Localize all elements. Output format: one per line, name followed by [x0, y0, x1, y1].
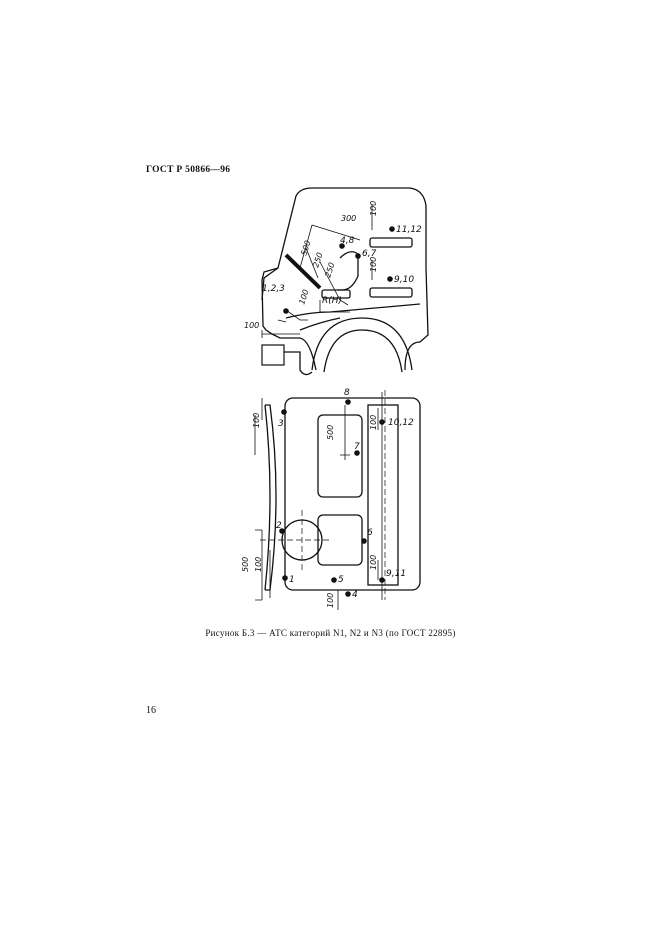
- seat-outline: [338, 252, 358, 290]
- page-number: 16: [146, 705, 156, 716]
- label-11-12: 11,12: [396, 225, 422, 235]
- dim-100-br: 100: [369, 554, 378, 570]
- dim-300: 300: [341, 214, 357, 223]
- label-1: 1: [289, 575, 295, 585]
- window-upper: [318, 415, 362, 497]
- bumper-plan: [265, 405, 276, 590]
- label-rh: R(H): [322, 296, 343, 306]
- dim-100-low: 100: [297, 288, 311, 306]
- point-5: [331, 577, 337, 583]
- point-6: [361, 538, 367, 544]
- label-9-11: 9,11: [386, 569, 407, 579]
- bumper-lower: [284, 352, 312, 375]
- point-3: [281, 409, 287, 415]
- upper-handle: [370, 238, 412, 247]
- dim-500-c: 500: [326, 424, 335, 440]
- point-11-12: [389, 226, 395, 232]
- label-1-2-3: 1,2,3: [262, 284, 285, 294]
- label-8: 8: [344, 388, 350, 398]
- body-line: [286, 304, 420, 318]
- label-10-12: 10,12: [388, 418, 414, 428]
- point-4: [345, 591, 351, 597]
- dim-100-top: 100: [369, 200, 378, 216]
- dim-100-tr: 100: [369, 414, 378, 430]
- dim-100-b: 100: [326, 592, 335, 608]
- point-10-12: [379, 419, 385, 425]
- point-1: [282, 575, 288, 581]
- point-8: [345, 399, 351, 405]
- dim-100-left: 100: [244, 321, 260, 330]
- point-1-2-3: [283, 308, 289, 314]
- dim-500: 500: [299, 239, 313, 257]
- label-3: 3: [278, 419, 284, 429]
- dim-100-bl: 100: [254, 556, 263, 572]
- label-4: 4: [352, 590, 358, 600]
- label-4-8: 4,8: [340, 236, 355, 246]
- point-9-11: [379, 577, 385, 583]
- figure-caption: Рисунок Б.3 — АТС категорий N1, N2 и N3 (по ГОСТ 22895): [205, 628, 456, 638]
- dim-100-mid: 100: [369, 256, 378, 272]
- dim-500-bl: 500: [241, 556, 250, 572]
- label-7: 7: [354, 442, 360, 452]
- lower-handle: [370, 288, 412, 297]
- label-6-7: 6,7: [362, 249, 377, 259]
- document-header: ГОСТ Р 50866—96: [146, 165, 231, 175]
- label-6: 6: [367, 528, 373, 538]
- dim-100-tl: 100: [252, 412, 261, 428]
- wheel-arch-inner: [324, 330, 402, 372]
- label-9-10: 9,10: [394, 275, 415, 285]
- point-9-10: [387, 276, 393, 282]
- label-5: 5: [338, 575, 344, 585]
- label-2: 2: [276, 521, 282, 531]
- point-6-7: [355, 253, 361, 259]
- bumper: [262, 345, 284, 365]
- dim-250-b: 250: [323, 261, 337, 279]
- dim-250-a: 250: [311, 251, 325, 269]
- wheel-arch-outer: [312, 318, 412, 370]
